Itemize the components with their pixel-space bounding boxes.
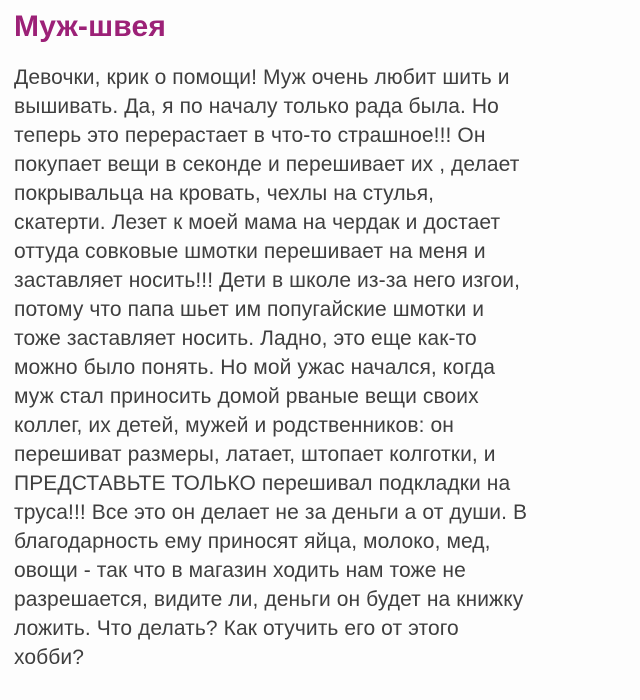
body-line: оттуда совковые шмотки перешивает на меня и [14, 240, 486, 263]
post-body [14, 63, 626, 672]
body-line: ПРЕДСТАВЬТЕ ТОЛЬКО перешивал подкладки на [14, 472, 511, 495]
body-line: труса!!! Все это он делает не за деньги а от души. В [14, 501, 528, 524]
body-line: коллег, их детей, мужей и родственников: он [14, 414, 454, 437]
body-line: заставляет носить!!! Дети в школе из-за него изгои, [14, 269, 521, 292]
body-line: овощи - так что в магазин ходить нам тоже не [14, 559, 466, 582]
body-line: покупает вещи в секонде и перешивает их , делает [14, 153, 520, 176]
body-line: можно было понять. Но мой ужас начался, когда [14, 356, 496, 379]
body-line: хобби? [14, 646, 85, 669]
body-line: муж стал приносить домой рваные вещи своих [14, 385, 479, 408]
body-line: Девочки, крик о помощи! Муж очень любит шить и [14, 66, 510, 89]
page-title: Муж-швея [14, 10, 167, 43]
body-line: благодарность ему приносят яйца, молоко, мед, [14, 530, 491, 553]
body-line: вышивать. Да, я по началу только рада была. Но [14, 95, 499, 118]
body-line: теперь это перерастает в что-то страшное!!! Он [14, 124, 486, 147]
body-line: покрывальца на кровать, чехлы на стулья, [14, 182, 435, 205]
body-line: перешиват размеры, латает, штопает колготки, и [14, 443, 496, 466]
body-line: тоже заставляет носить. Ладно, это еще как-то [14, 327, 477, 350]
body-line: ложить. Что делать? Как отучить его от этого [14, 617, 459, 640]
body-line: разрешается, видите ли, деньги он будет на книжку [14, 588, 524, 611]
body-line: потому что папа шьет им попугайские шмотки и [14, 298, 485, 321]
body-line: скатерти. Лезет к моей мама на чердак и достает [14, 211, 501, 234]
